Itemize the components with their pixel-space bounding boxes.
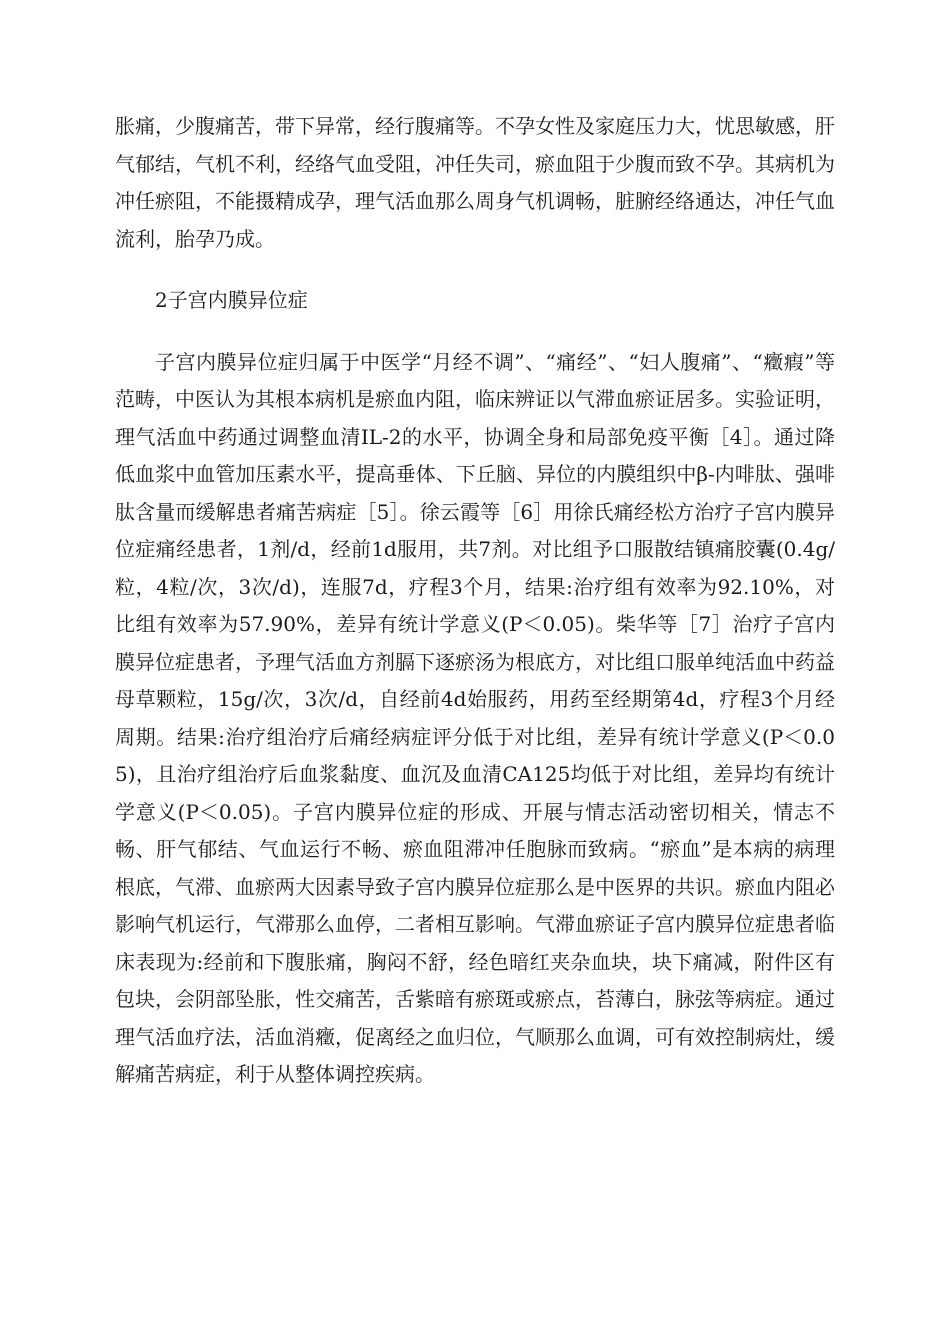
paragraph-endometriosis: 子宫内膜异位症归属于中医学“月经不调”、“痛经”、“妇人腹痛”、“癥瘕”等范畴，中医认为其根本病机是瘀血内阻，临床辨证以气滞血瘀证居多。实验证明，理气活血中药通过调整血清IL-2的水平，协调全身和局部免疫平衡［4］。通过降低血浆中血管加压素水平，提高垂体、下丘脑、异位的内膜组织中β-内啡肽、强啡肽含量而缓解患者痛苦病症［5］。徐云霞等［6］用徐氏痛经松方治疗子宫内膜异位症痛经患者，1剂/d，经前1d服用，共7剂。对比组予口服散结镇痛胶囊(0.4g/粒，4粒/次，3次/d)，连服7d，疗程3个月，结果:治疗组有效率为92.10%，对比组有效率为57.90%，差异有统计学意义(P＜0.05)。柴华等［7］治疗子宫内膜异位症患者，予理气活血方剂膈下逐瘀汤为根底方，对比组口服单纯活血中药益母草颗粒，15g/次，3次/d，自经前4d始服药，用药至经期第4d，疗程3个月经周期。结果:治疗组治疗后痛经病症评分低于对比组，差异有统计学意义(P＜0.05)，且治疗组治疗后血浆黏度、血沉及血清CA125均低于对比组，差异均有统计学意义(P＜0.05)。子宫内膜异位症的形成、开展与情志活动密切相关，情志不畅、肝气郁结、气血运行不畅、瘀血阻滞冲任胞脉而致病。“瘀血”是本病的病理根底，气滞、血瘀两大因素导致子宫内膜异位症那么是中医界的共识。瘀血内阻必影响气机运行，气滞那么血停，二者相互影响。气滞血瘀证子宫内膜异位症患者临床表现为:经前和下腹胀痛，胸闷不舒，经色暗红夹杂血块，块下痛减，附件区有包块，会阴部坠胀，性交痛苦，舌紫暗有瘀斑或瘀点，苔薄白，脉弦等病症。通过理气活血疗法，活血消癥，促离经之血归位，气顺那么血调，可有效控制病灶，缓解痛苦病症，利于从整体调控疾病。: [115, 349, 835, 1086]
section-heading: 2子宫内膜异位症: [155, 288, 308, 312]
document-page: [115, 108, 835, 1118]
paragraph-continuation: 胀痛，少腹痛苦，带下异常，经行腹痛等。不孕女性及家庭压力大，忧思敏感，肝气郁结，气机不利，经络气血受阻，冲任失司，瘀血阻于少腹而致不孕。其病机为冲任瘀阻，不能摄精成孕，理气活血那么周身气机调畅，脏腑经络通达，冲任气血流利，胎孕乃成。: [115, 114, 835, 251]
